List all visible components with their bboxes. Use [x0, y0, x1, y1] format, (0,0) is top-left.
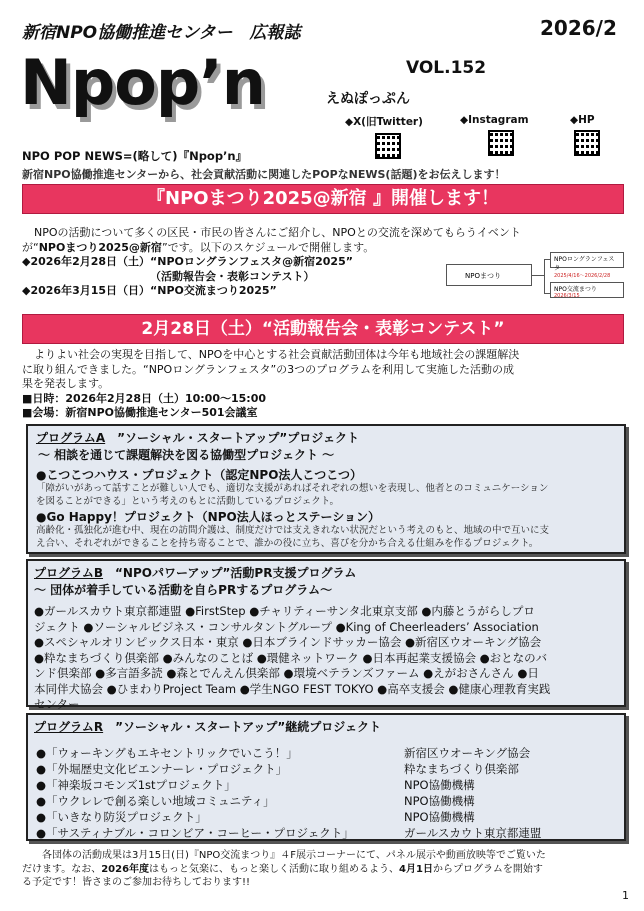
event-name: NPOまつり2025@新宿	[38, 240, 162, 254]
intro-line: 新宿NPO協働推進センターから、社会貢献活動に関連したPOPなNEWS(話題)をお伝えします！	[22, 168, 506, 181]
sns-x[interactable]	[345, 114, 423, 159]
contest-datetime: ■日時：2026年2月28日（土）10:00～15:00	[22, 391, 266, 405]
sns-x-label: ◆X(旧Twitter)	[345, 116, 423, 128]
program-r-list	[34, 745, 618, 845]
project-name: ●「いきなり防災プロジェクト」	[36, 810, 207, 824]
flow-box-longrun	[550, 252, 624, 279]
program-a-title	[36, 429, 616, 446]
flow-box-date: 2026/3/15	[554, 293, 580, 299]
org-list-line: ジェクト ●ソーシャルビジネス・コンサルタントグループ ●King of Cheerleaders’ Association	[34, 619, 539, 634]
flow-box-date: 2025/4/16～2026/2/28	[554, 273, 611, 279]
flow-box-title: NPOロングランフェスタ	[554, 256, 615, 272]
lead-text: ”です。以下のスケジュールで開催します。	[161, 240, 375, 254]
org-list-line: ●粋なまちづくり倶楽部 ●みんなのことば ●環健ネットワーク ●日本再起業支援協会 ●おとなのバ	[34, 650, 548, 665]
project-name: ●「ウォーキングもエキセントリックでいこう！」	[36, 746, 298, 760]
footer-line	[22, 863, 626, 877]
project-org: NPO協働機構	[404, 810, 475, 824]
flow-box-koryu	[550, 282, 624, 298]
program-a-subtitle: ～ 相談を通じて課題解決を図る協働型プロジェクト ～	[38, 448, 335, 462]
project-description: 「障がいがあって話すことが難しい人でも、適切な支援があればそれぞれの想いを表現し、他者とのコミュニケーション	[36, 483, 549, 494]
lead-line1: NPOの活動について多くの区民・市民の皆さんにご紹介し、NPOとの交流を深めてもらうイベント	[34, 226, 521, 239]
project-org: 新宿区ウオーキング協会	[404, 746, 531, 760]
project-heading: ●Go Happy！プロジェクト（NPO法人ほっとステーション）	[36, 510, 380, 524]
org-list-line: ンド倶楽部 ●多言語多読 ●森とでんえん倶楽部 ●環境ベテランズファーム ●えがおさんさん ●日	[34, 666, 539, 680]
program-a-label: プログラムA	[36, 431, 106, 445]
desc-line: に取り組んできました。“NPOロングランフェスタ”の3つのプログラムを利用して実施した活動の成	[22, 362, 515, 376]
project-description: え合い、それぞれができることを持ち寄ることで、誰かの役に立ち、喜びを分かち合える仕組みを作るプロジェクト。	[36, 537, 539, 549]
flow-connector	[532, 275, 544, 276]
footer-line: 各団体の活動成果は3月15日(日)『NPO交流まつり』４F展示コーナーにて、パネル展示や動画放映等でご覧いた	[42, 850, 546, 861]
program-b-label: プログラムB	[34, 566, 104, 580]
project-name: ●「外堀歴史文化ビエンナーレ・プロジェクト」	[36, 762, 288, 776]
program-r-box	[26, 713, 626, 841]
lead-line2	[22, 241, 442, 256]
program-b-title	[34, 564, 618, 581]
event-banner: 『NPOまつり2025@新宿 』開催します！	[22, 184, 624, 214]
footer-line: る予定です！皆さまのご参加お待ちしております!!	[22, 877, 251, 888]
org-list-line: センター	[34, 697, 80, 711]
program-r-label: プログラムR	[34, 720, 104, 734]
sns-hp[interactable]	[570, 114, 600, 156]
program-a-box	[26, 424, 626, 554]
news-definition: NPO POP NEWS=(略して)『Npop’n』	[22, 149, 248, 163]
project-org: NPO協働機構	[404, 794, 475, 808]
qr-code-icon[interactable]	[488, 130, 514, 156]
schedule-item-1-sub: （活動報告会・表彰コンテスト）	[150, 269, 315, 283]
footer-note	[22, 849, 626, 890]
publication-org-title: 新宿NPO協働推進センター 広報誌	[22, 23, 301, 43]
project-name: ●「神楽坂コモンズ1stプロジェクト」	[36, 778, 236, 792]
project-heading: ●こつこつハウス・プロジェクト（認定NPO法人こつこつ）	[36, 468, 362, 482]
lead-paragraph	[22, 226, 521, 299]
lead-text: が“	[22, 240, 39, 254]
program-b-box	[26, 559, 626, 711]
desc-line: 果を発表します。	[22, 377, 110, 390]
footer-text: だけます。なお、	[22, 863, 102, 875]
program-b-subtitle: ～ 団体が着手している活動を自らPRするプログラム～	[34, 583, 333, 597]
schedule-item-1: ◆2026年2月28日（土）“NPOロングランフェスタ@新宿2025”	[22, 255, 353, 268]
org-list-line: 本同伴犬協会 ●ひまわりProject Team ●学生NGO FEST TOKYO ●高卒支援会 ●健康心理教育実践	[34, 681, 551, 696]
contest-banner: 2月28日（土）“活動報告会・表彰コンテスト”	[22, 314, 624, 344]
footer-emphasis: 2026年度	[101, 863, 150, 875]
project-org: NPO協働機構	[404, 778, 475, 792]
project-name: ●「サスティナブル・コロンビア・コーヒー・プロジェクト」	[36, 826, 354, 840]
contest-venue: ■会場：新宿NPO協働推進センター501会議室	[22, 406, 258, 419]
contest-description	[22, 348, 626, 421]
flow-connector	[544, 259, 545, 293]
sns-instagram[interactable]	[460, 114, 529, 156]
volume-number: VOL.152	[406, 58, 487, 78]
program-r-title	[34, 718, 618, 735]
footer-text: からプログラムを開始す	[432, 863, 543, 875]
program-r-name: ”ソーシャル・スタートアップ”継続プロジェクト	[103, 720, 381, 734]
project-name: ●「ウクレレで創る楽しい地域コミュニティ」	[36, 794, 275, 808]
org-list-line: ●スペシャルオリンピックス日本・東京 ●日本ブラインドサッカー協会 ●新宿区ウオーキング協会	[34, 635, 542, 649]
sns-hp-label: ◆HP	[570, 114, 595, 126]
project-org: 粋なまちづくり倶楽部	[404, 762, 519, 776]
flow-box-title: NPO交流まつり	[554, 286, 597, 293]
project-org: ガールスカウト東京都連盟	[404, 826, 542, 840]
project-description: を図ることができる」という考えのもとに活動しているプロジェクト。	[36, 495, 339, 507]
sns-instagram-label: ◆Instagram	[460, 114, 529, 126]
flow-main-box: NPOまつり	[446, 264, 532, 286]
page-number: 1	[622, 889, 629, 902]
program-b-name: “NPOパワーアップ”活動PR支援プログラム	[103, 566, 357, 580]
logo-reading: えぬぽっぷん	[326, 91, 410, 107]
program-a-name: ”ソーシャル・スタートアップ”プロジェクト	[105, 431, 360, 445]
qr-code-icon[interactable]	[574, 130, 600, 156]
event-flow-diagram	[446, 252, 624, 298]
desc-line: よりよい社会の実現を目指して、NPOを中心とする社会貢献活動団体は今年も地域社会の課題解決	[34, 348, 520, 361]
npopn-logo: Npop’n	[20, 46, 265, 119]
org-list-line: ●ガールスカウト東京都連盟 ●FirstStep ●チャリティーサンタ北東京支部 ●内藤とうがらしプロ	[34, 604, 535, 618]
project-description: 高齢化・孤独化が進む中、現在の訪問介護は、制度だけでは支えきれない状況だという考えのもと、地域の中で互いに支	[36, 525, 550, 536]
issue-date: 2026/2	[540, 16, 617, 40]
schedule-item-2: ◆2026年3月15日（日）“NPO交流まつり2025”	[22, 284, 277, 297]
qr-code-icon[interactable]	[375, 133, 401, 159]
footer-text: はもっと気楽に、もっと楽しく活動に取り組めるよう、	[149, 863, 400, 875]
footer-emphasis: 4月1日	[399, 863, 433, 875]
